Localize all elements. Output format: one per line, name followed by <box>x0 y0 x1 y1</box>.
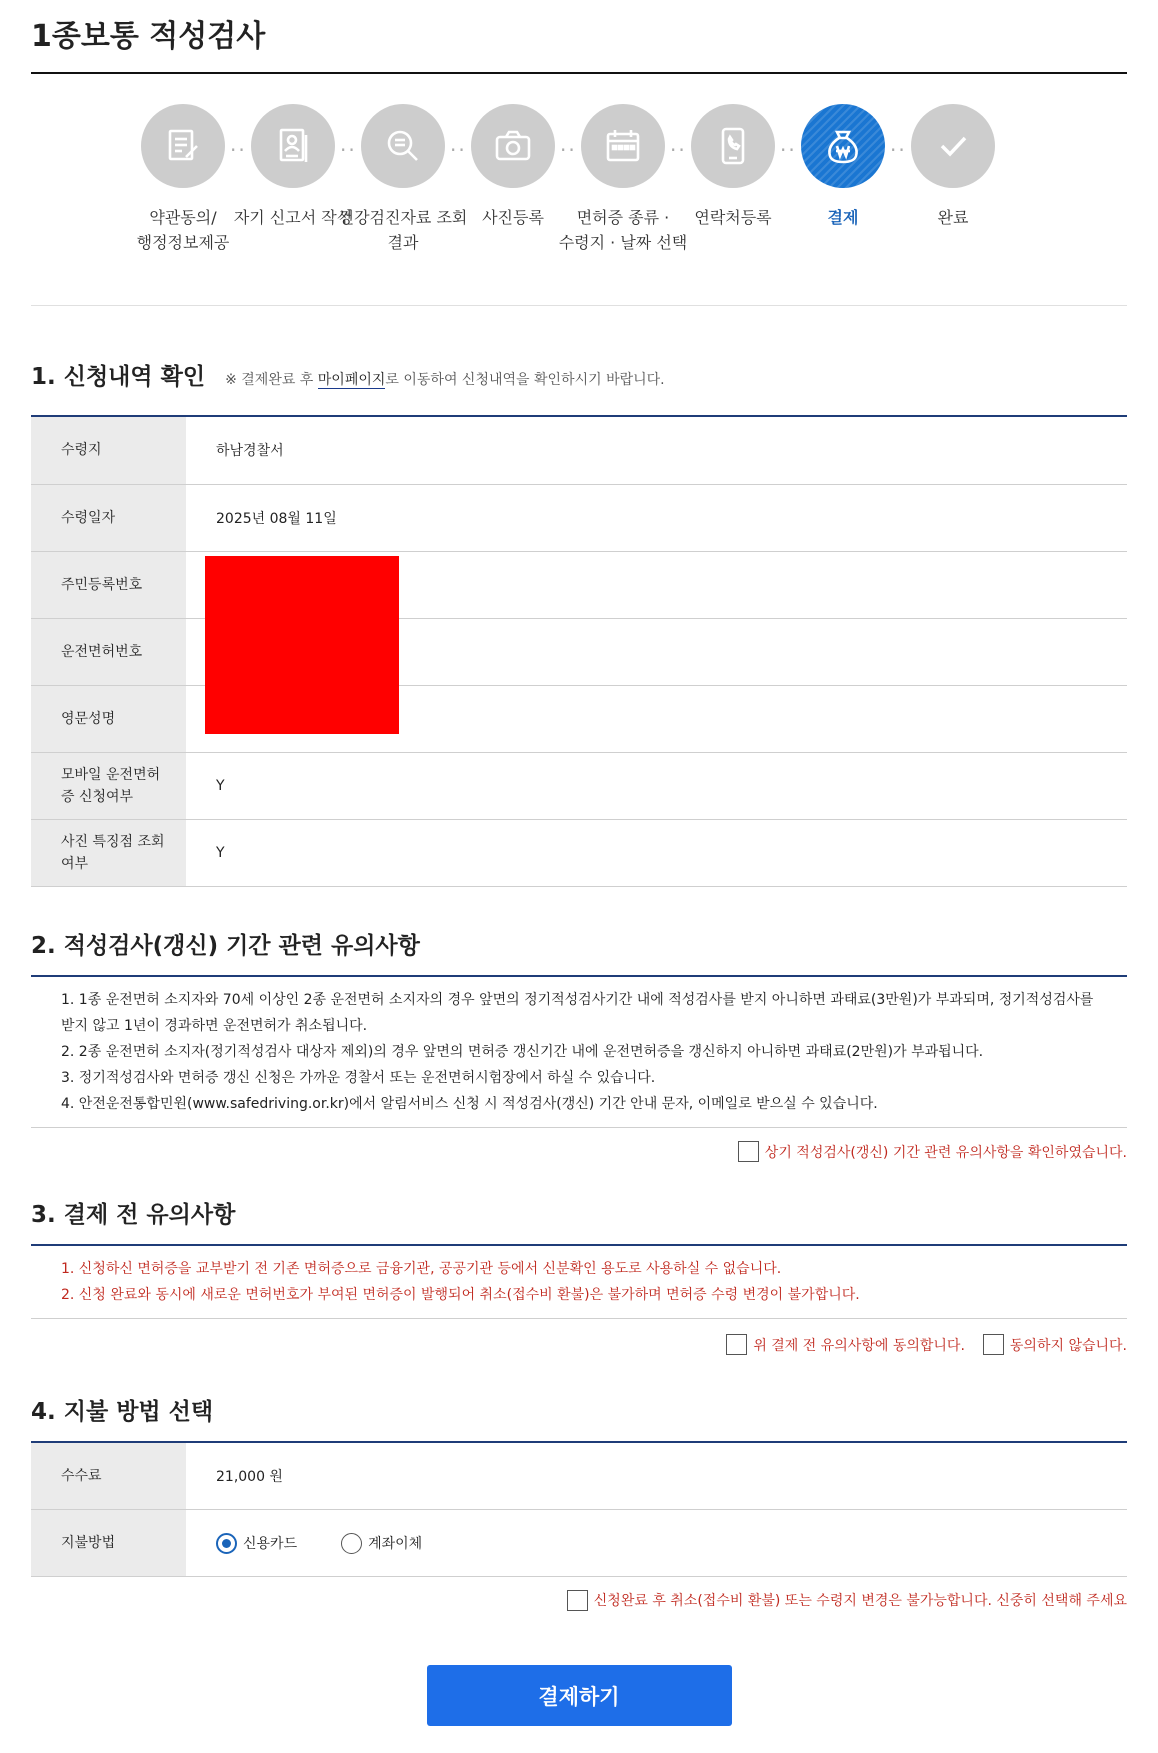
notice-line: 2. 2종 운전면허 소지자(정기적성검사 대상자 제외)의 경우 앞면의 면허증 갱신기간 내에 운전면허증을 갱신하지 아니하면 과태료(2만원)가 부과됩니다. <box>61 1043 984 1060</box>
section2-header <box>31 927 1127 961</box>
table-row <box>31 417 1127 484</box>
section3-title: 3. 결제 전 유의사항 <box>31 1201 236 1228</box>
step-label: 자기 신고서 작성 <box>233 208 353 227</box>
row-label: 주민등록번호 <box>31 551 186 618</box>
section4-title: 4. 지불 방법 선택 <box>31 1398 214 1425</box>
section1-header <box>31 358 1127 394</box>
mypage-link[interactable]: 마이페이지 <box>317 372 386 388</box>
section3-header <box>31 1196 1127 1230</box>
step-connector: ·· <box>670 138 687 162</box>
final-confirm-row <box>31 1577 1127 1623</box>
page-title: 1종보통 적성검사 <box>31 19 266 54</box>
credit-card-radio[interactable] <box>216 1533 297 1554</box>
row-label: 수령일자 <box>31 484 186 551</box>
section2-notice <box>31 977 1127 1128</box>
method-label: 지불방법 <box>31 1510 186 1577</box>
table-row <box>31 1510 1127 1577</box>
row-value: 하남경찰서 <box>186 417 1127 484</box>
fee-label: 수수료 <box>31 1443 186 1510</box>
step-label: 사진등록 <box>482 208 544 227</box>
pay-button[interactable]: 결제하기 <box>427 1665 732 1726</box>
table-row <box>31 618 1127 685</box>
section1-note-suffix: 로 이동하여 신청내역을 확인하시기 바랍니다. <box>385 372 665 388</box>
row-label: 모바일 운전면허증 신청여부 <box>31 752 186 819</box>
credit-card-label: 신용카드 <box>243 1536 298 1552</box>
check-icon <box>911 104 995 188</box>
step-label: 면허증 종류 · 수령지 · 날짜 선택 <box>558 208 688 252</box>
bank-transfer-radio[interactable] <box>341 1533 422 1554</box>
notice-line: 받지 않고 1년이 경과하면 운전면허가 취소됩니다. <box>61 1017 368 1034</box>
section2-confirm-row <box>31 1128 1127 1176</box>
row-value: Y <box>186 752 1127 819</box>
table-row <box>31 1443 1127 1510</box>
checkbox-box[interactable] <box>567 1590 588 1611</box>
step-label: 결제 <box>827 208 859 227</box>
notice-line: 2. 신청 완료와 동시에 새로운 면허번호가 부여된 면허증이 발행되어 취소(접수비 환불)은 불가하며 면허증 수령 변경이 불가합니다. <box>61 1286 860 1303</box>
period-confirm-label: 상기 적성검사(갱신) 기간 관련 유의사항을 확인하였습니다. <box>764 1144 1127 1161</box>
step-label: 약관동의/ 행정정보제공 <box>136 208 230 252</box>
radio-selected[interactable] <box>216 1533 237 1554</box>
row-label: 사진 특징점 조회 여부 <box>31 819 186 886</box>
table-row <box>31 819 1127 886</box>
step-connector: ·· <box>560 138 577 162</box>
table-row <box>31 752 1127 819</box>
checkbox-box[interactable] <box>983 1334 1004 1355</box>
checkbox-box[interactable] <box>726 1334 747 1355</box>
payment-method-group <box>216 1533 1127 1554</box>
row-label: 운전면허번호 <box>31 618 186 685</box>
table-row <box>31 484 1127 551</box>
section1-note-prefix: ※ 결제완료 후 <box>225 372 318 388</box>
row-label: 영문성명 <box>31 685 186 752</box>
notice-line: 1. 1종 운전면허 소지자와 70세 이상인 2종 운전면허 소지자의 경우 앞면의 정기적성검사기간 내에 적성검사를 받지 아니하면 과태료(3만원)가 부과되며, 정기적성검사를 <box>61 991 1094 1008</box>
row-label: 수령지 <box>31 417 186 484</box>
payment-method-options <box>186 1510 1127 1577</box>
section1-note <box>225 369 665 389</box>
bank-transfer-label: 계좌이체 <box>368 1536 423 1552</box>
table-row <box>31 685 1127 752</box>
step-connector: ·· <box>230 138 247 162</box>
fee-value: 21,000 원 <box>186 1443 1127 1510</box>
step-complete <box>853 104 1053 230</box>
step-label: 건강검진자료 조회 결과 <box>338 208 468 252</box>
step-label: 완료 <box>937 208 969 227</box>
checkbox-box[interactable] <box>738 1141 759 1162</box>
disagree-label: 동의하지 않습니다. <box>1009 1337 1127 1354</box>
notice-line: 3. 정기적성검사와 면허증 갱신 신청은 가까운 경찰서 또는 운전면허시험장에서 하실 수 있습니다. <box>61 1069 656 1086</box>
row-value: 2025년 08월 11일 <box>186 484 1127 551</box>
redaction-block <box>205 556 399 734</box>
row-value: Y <box>186 819 1127 886</box>
application-details-table <box>31 417 1127 887</box>
step-connector: ·· <box>780 138 797 162</box>
section3-agree-row <box>31 1321 1127 1369</box>
agree-label: 위 결제 전 유의사항에 동의합니다. <box>753 1337 965 1354</box>
section2-title: 2. 적성검사(갱신) 기간 관련 유의사항 <box>31 932 420 959</box>
step-connector: ·· <box>340 138 357 162</box>
disagree-checkbox[interactable] <box>983 1334 1127 1355</box>
agree-checkbox[interactable] <box>726 1334 965 1355</box>
step-label: 연락처등록 <box>694 208 772 227</box>
period-confirm-checkbox[interactable] <box>738 1141 1127 1162</box>
final-confirm-label: 신청완료 후 취소(접수비 환불) 또는 수령지 변경은 불가능합니다. 신중히 선택해 주세요 <box>593 1593 1127 1609</box>
section3-notice <box>31 1246 1127 1319</box>
notice-line: 1. 신청하신 면허증을 교부받기 전 기존 면허증으로 금융기관, 공공기관 등에서 신분확인 용도로 사용하실 수 없습니다. <box>61 1260 782 1277</box>
section1-title: 1. 신청내역 확인 <box>31 364 206 390</box>
radio-unselected[interactable] <box>341 1533 362 1554</box>
final-confirm-checkbox[interactable] <box>567 1590 1127 1611</box>
payment-table <box>31 1443 1127 1578</box>
progress-steps <box>31 74 1127 306</box>
step-connector: ·· <box>450 138 467 162</box>
section4-header <box>31 1393 1127 1427</box>
notice-line: 4. 안전운전통합민원(www.safedriving.or.kr)에서 알림서비스 신청 시 적성검사(갱신) 기간 안내 문자, 이메일로 받으실 수 있습니다. <box>61 1095 878 1112</box>
step-connector: ·· <box>890 138 907 162</box>
table-row <box>31 551 1127 618</box>
